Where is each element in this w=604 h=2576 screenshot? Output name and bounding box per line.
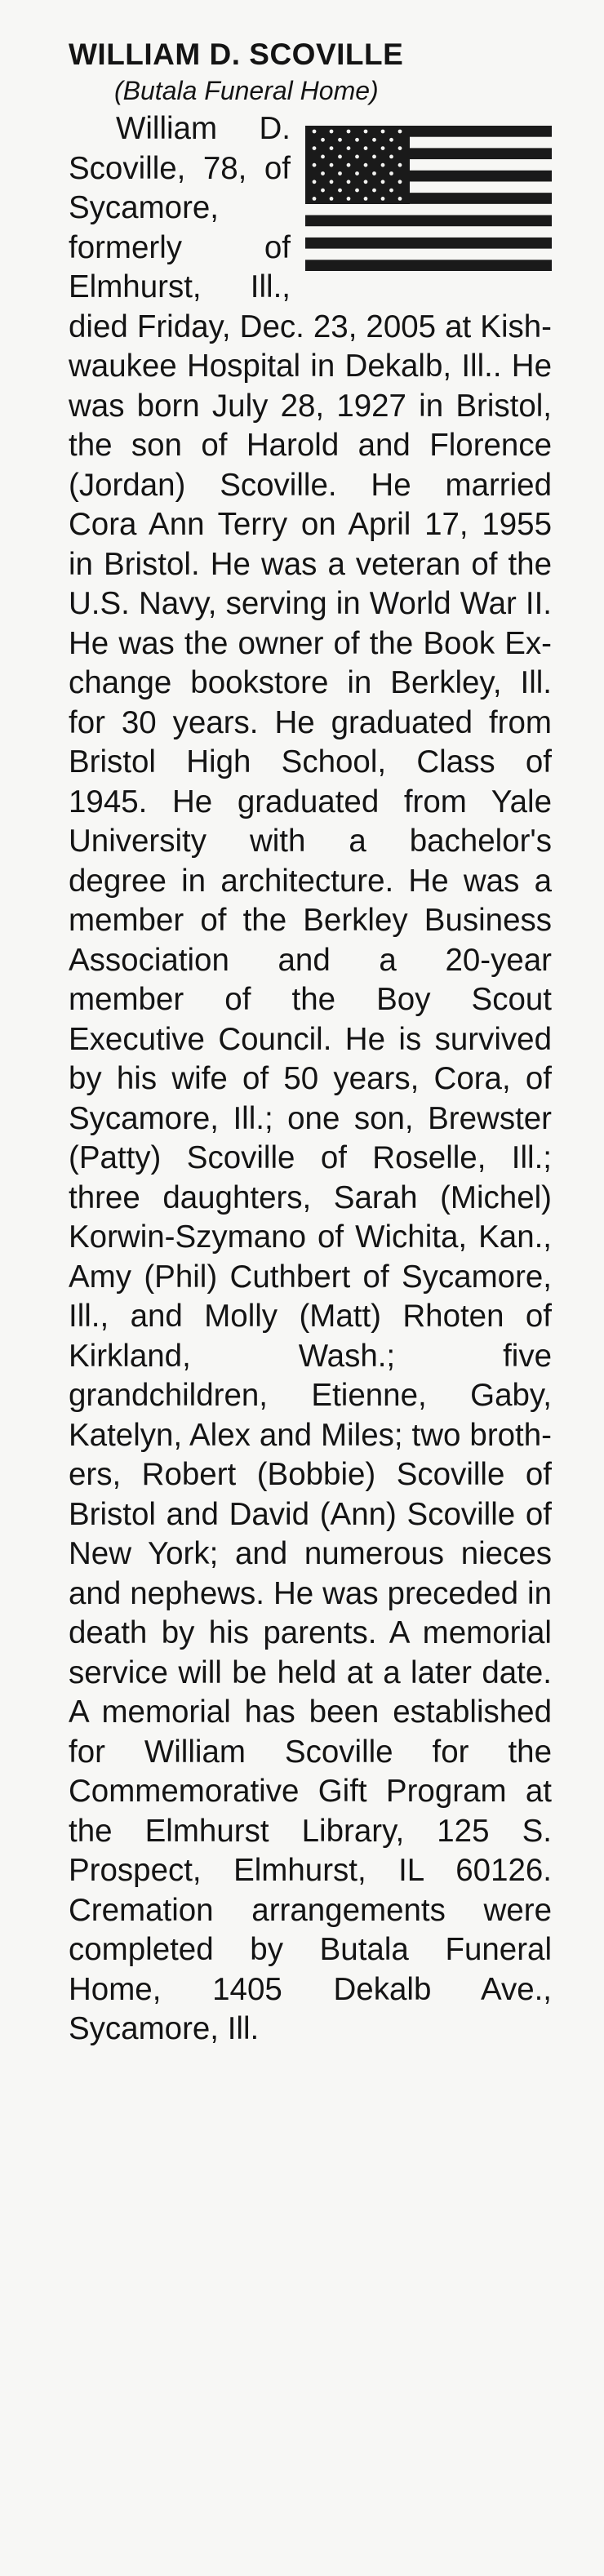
american-flag-icon [305, 126, 552, 271]
obituary-column [69, 36, 552, 2050]
obituary-body: William D. Scoville, 78, of Sycamore, formerly of Elmhurst, Ill., died Friday, Dec. 23, 2005 at Kish-waukee Hospital in Dekalb, Ill.. He was born July 28, 1927 in Bristol, the son of Harold and Florence (Jordan) Scoville. He married Cora Ann Terry on April 17, 1955 in Bristol. He was a veteran of the U.S. Navy, serving in World War II. He was the owner of the Book Exchange bookstore in Berkley, Ill. for 30 years. He graduated from Bristol High School, Class of 1945. He graduated from Yale University with a bachelor's degree in architecture. He was a member of the Berkley Business Association and a 20-year member of the Boy Scout Executive Council. He is survived by his wife of 50 years, Cora, of Sycamore, Ill.; one son, Brewster (Patty) Scoville of Roselle, Ill.; three daughters, Sarah (Michel) Korwin-Szymano of Wichita, Kan., Amy (Phil) Cuthbert of Sycamore, Ill., and Molly (Matt) Rhoten of Kirkland, Wash.; five grandchildren, Etienne, Gaby, Katelyn, Alex and Miles; two brothers, Robert (Bobbie) Scoville of Bristol and David (Ann) Scoville of New York; and numerous nieces and nephews. He was preceded in death by his parents. A memorial service will be held at a later date. A memorial has been established for William Scoville for the Commemorative Gift Program at the Elmhurst Library, 125 S. Prospect, Elmhurst, IL 60126. Cremation arrangements were completed by Butala Funeral Home, 1405 Dekalb Ave., Sycamore, Ill. [69, 111, 552, 2046]
funeral-home-byline: (Butala Funeral Home) [114, 76, 379, 105]
obituary-headline: WILLIAM D. SCOVILLE [69, 38, 404, 71]
